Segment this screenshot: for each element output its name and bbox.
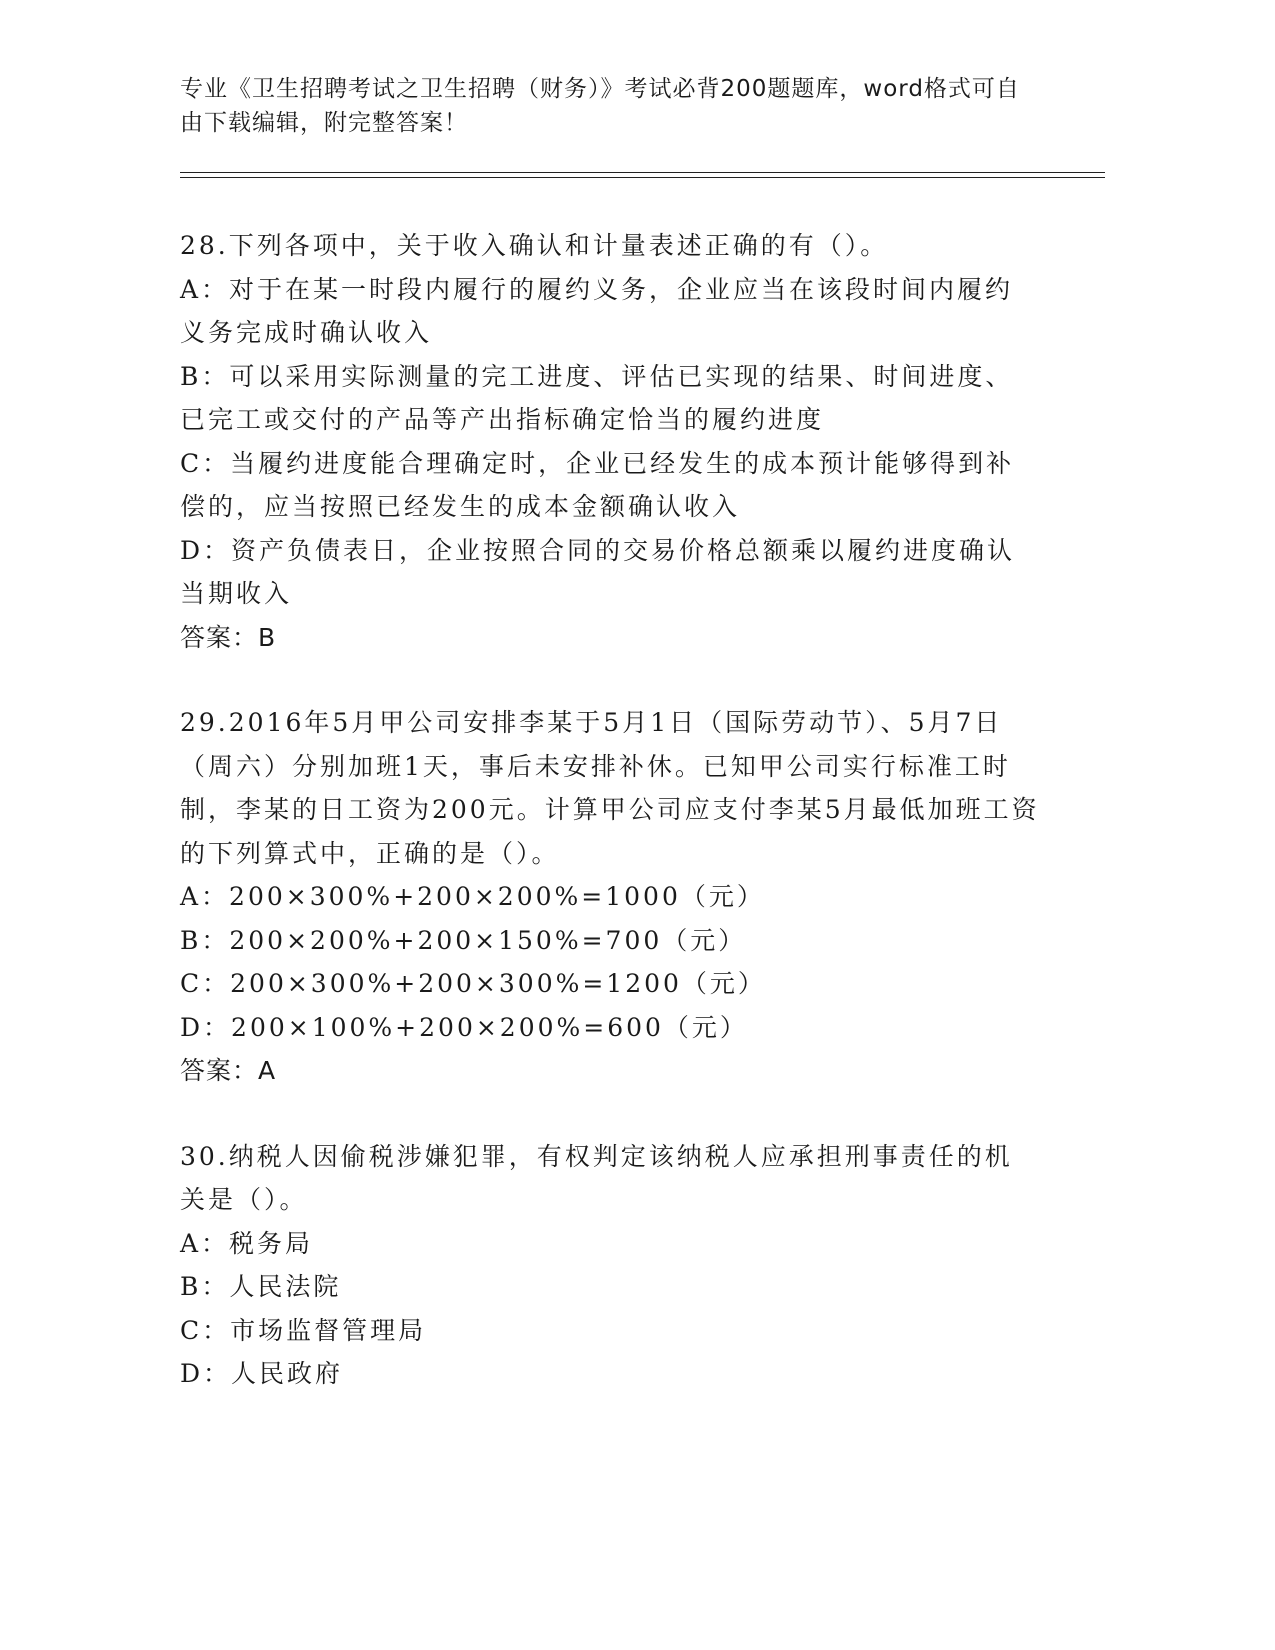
header-line-2: 由下载编辑，附完整答案！ [180,110,468,136]
question-list [180,224,1040,1438]
document-header [180,72,1040,140]
option-b: B：人民法院 [180,1272,342,1301]
question-stem: 30.纳税人因偷税涉嫌犯罪，有权判定该纳税人应承担刑事责任的机关是（）。 [180,1141,1013,1214]
question-stem: 28.下列各项中，关于收入确认和计量表述正确的有（）。 [180,231,889,260]
answer-line: 答案：A [180,1056,277,1085]
option-b: B：200×200%+200×150%=700（元） [180,925,747,955]
option-c: C：200×300%+200×300%=1200（元） [180,969,766,998]
question-28 [180,224,1040,659]
question-stem: 29.2016年5月甲公司安排李某于5月1日（国际劳动节）、5月7日（周六）分别加班1天，事后未安排补休。已知甲公司实行标准工时制，李某的日工资为200元。计算甲公司应支付李某5月最低加班工资的下列算式中，正确的是（）。 [180,708,1040,868]
option-b: B：可以采用实际测量的完工进度、评估已实现的结果、时间进度、已完工或交付的产品等产出指标确定恰当的履约进度 [180,361,1014,434]
header-line-1: 专业《卫生招聘考试之卫生招聘（财务）》考试必背200题题库，word格式可自 [180,76,1020,102]
option-a: A：200×300%+200×200%=1000（元） [180,882,765,911]
option-c: C：市场监督管理局 [180,1315,427,1345]
option-d: D：人民政府 [180,1359,344,1388]
answer-line: 答案：B [180,622,277,652]
option-a: A：税务局 [180,1228,314,1258]
question-30 [180,1135,1040,1396]
option-d: D：200×100%+200×200%=600（元） [180,1012,748,1042]
header-divider-bottom [180,177,1105,178]
header-divider-top [180,172,1105,173]
option-d: D：资产负债表日，企业按照合同的交易价格总额乘以履约进度确认当期收入 [180,535,1016,608]
option-c: C：当履约进度能合理确定时，企业已经发生的成本预计能够得到补偿的，应当按照已经发生的成本金额确认收入 [180,448,1015,521]
option-a: A：对于在某一时段内履行的履约义务，企业应当在该段时间内履约义务完成时确认收入 [180,274,1014,347]
question-29 [180,701,1040,1093]
